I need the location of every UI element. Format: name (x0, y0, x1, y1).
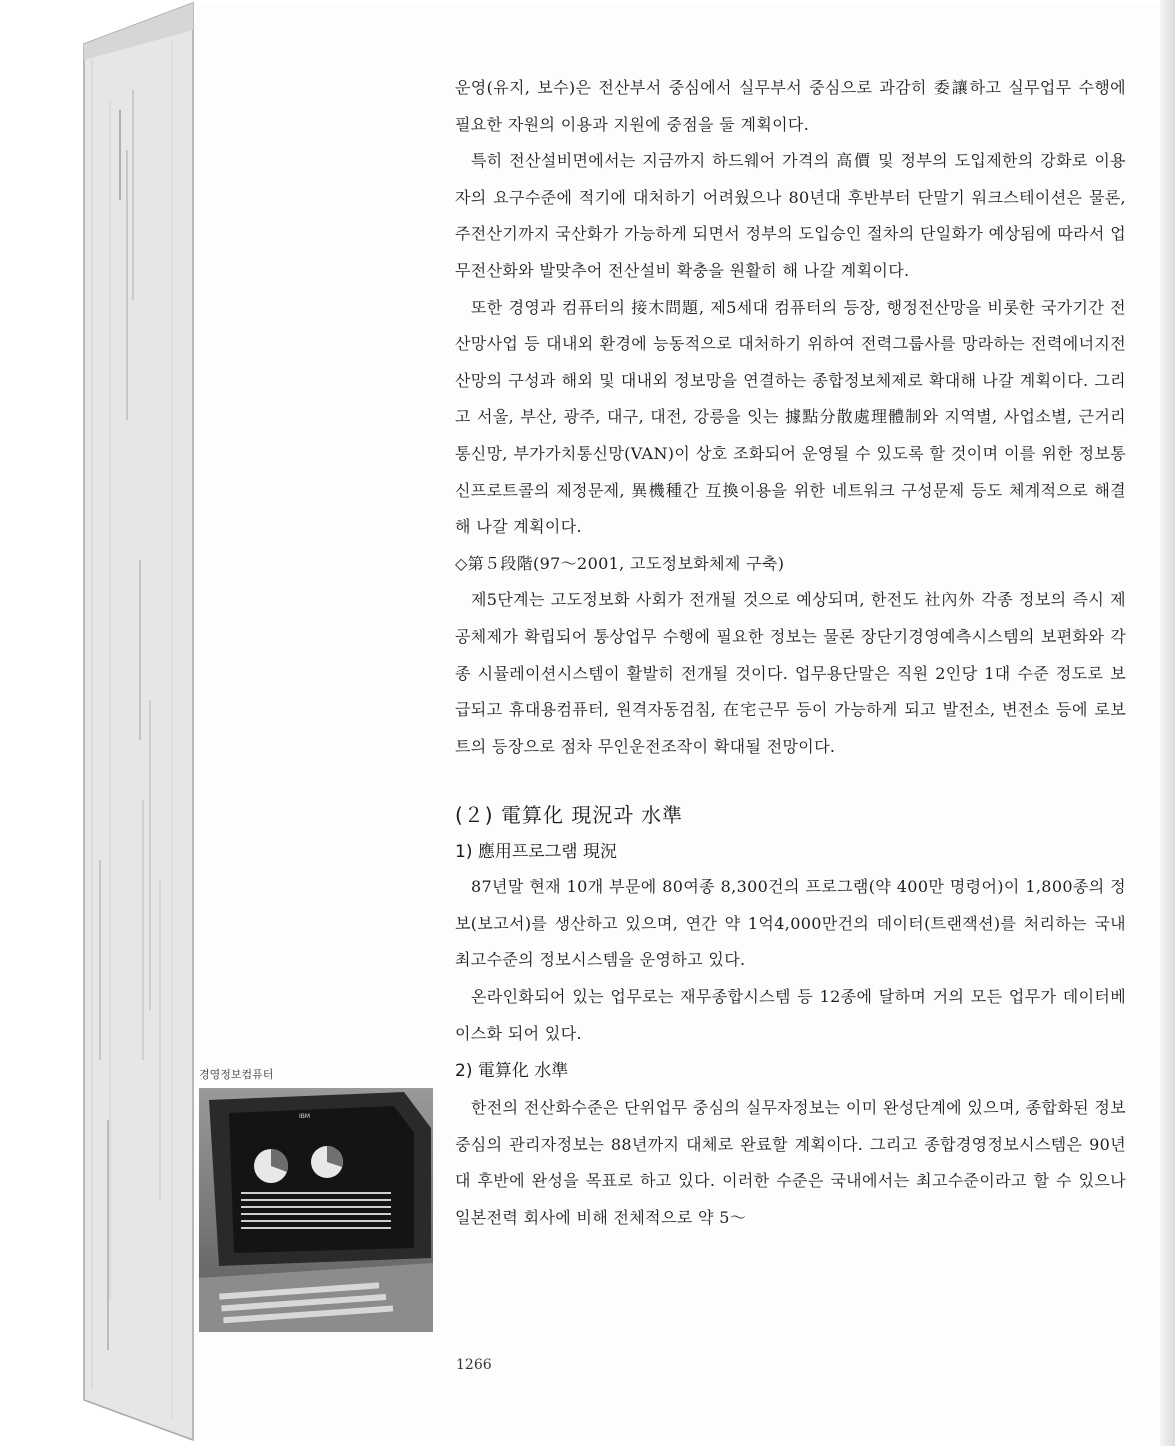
computer-photo (199, 1088, 433, 1332)
stage-heading: ◇第５段階(97～2001, 고도정보화체제 구축) (455, 553, 785, 573)
subsection-heading: 1) 應用프로그램 現況 (455, 842, 617, 863)
paragraph: 특히 전산설비면에서는 지금까지 하드웨어 가격의 高價 및 정부의 도입제한의 강화로 이용자의 요구수준에 적기에 대처하기 어려웠으나 80년대 후반부터 단말기 워크스테이션은 물론, 주전산기까지 국산화가 가능하게 되면서 정부의 도입승인 절차의 단일화가 예상됨에 따라서 업무전산화와 발맞추어 전산설비 확충을 원활히 해 나갈 계획이다. (455, 151, 1126, 280)
section-heading: (２) 電算化 現況과 水準 (455, 803, 683, 828)
paragraph: 제5단계는 고도정보화 사회가 전개될 것으로 예상되며, 한전도 社內外 각종 정보의 즉시 제공체제가 확립되어 통상업무 수행에 필요한 정보는 물론 장단기경영예측시스템의 보편화와 각종 시뮬레이션시스템이 활발히 전개될 것이다. 업무용단말은 직원 2인당 1대 수준 정도로 보급되고 휴대용컴퓨터, 원격자동검침, 在宅근무 등이 가능하게 되고 발전소, 변전소 등에 로보트의 등장으로 점차 무인운전조작이 확대될 전망이다. (455, 590, 1126, 756)
page-right-shadow (1160, 0, 1175, 1446)
page-number: 1266 (456, 1357, 492, 1373)
paragraph: 또한 경영과 컴퓨터의 接木問題, 제5세대 컴퓨터의 등장, 행정전산망을 비롯한 국가기간 전산망사업 등 대내외 환경에 능동적으로 대처하기 위하여 전력그룹사를 망라하는 전력에너지전산망의 구성과 해외 및 대내외 정보망을 연결하는 종합정보체제로 확대해 나갈 계획이다. 그리고 서울, 부산, 광주, 대구, 대전, 강릉을 잇는 據點分散處理體制와 지역별, 사업소별, 근거리 통신망, 부가가치통신망(VAN)이 상호 조화되어 운영될 수 있도록 할 것이며 이를 위한 정보통신프로트콜의 제정문제, 異機種간 互換이용을 위한 네트워크 구성문제 등도 체계적으로 해결해 나갈 계획이다. (455, 297, 1126, 537)
photo-caption: 경영정보컴퓨터 (199, 1068, 274, 1081)
paragraph: 운영(유지, 보수)은 전산부서 중심에서 실무부서 중심으로 과감히 委讓하고 실무업무 수행에 필요한 자원의 이용과 지원에 중점을 둘 계획이다. (455, 78, 1126, 134)
paragraph: 온라인화되어 있는 업무로는 재무종합시스템 등 12종에 달하며 거의 모든 업무가 데이터베이스화 되어 있다. (455, 987, 1126, 1043)
paragraph: 87년말 현재 10개 부문에 80여종 8,300건의 프로그램(약 400만 명령어)이 1,800종의 정보(보고서)를 생산하고 있으며, 연간 약 1억4,000만건의 데이터(트랜잭션)를 처리하는 국내 최고수준의 정보시스템을 운영하고 있다. (455, 877, 1126, 970)
computer-photo-illustration (199, 1088, 433, 1332)
subsection-heading: 2) 電算化 水準 (455, 1061, 569, 1082)
brand-label: IBM (299, 1113, 311, 1120)
text-column (455, 70, 1126, 1237)
paragraph: 한전의 전산화수준은 단위업무 중심의 실무자정보는 이미 완성단계에 있으며, 종합화된 정보중심의 관리자정보는 88년까지 대체로 완료할 계획이다. 그리고 종합경영정보시스템은 90년대 후반에 완성을 목표로 하고 있다. 이러한 수준은 국내에서는 최고수준이라고 할 수 있으나 일본전력 회사에 비해 전체적으로 약 5～ (455, 1098, 1126, 1228)
